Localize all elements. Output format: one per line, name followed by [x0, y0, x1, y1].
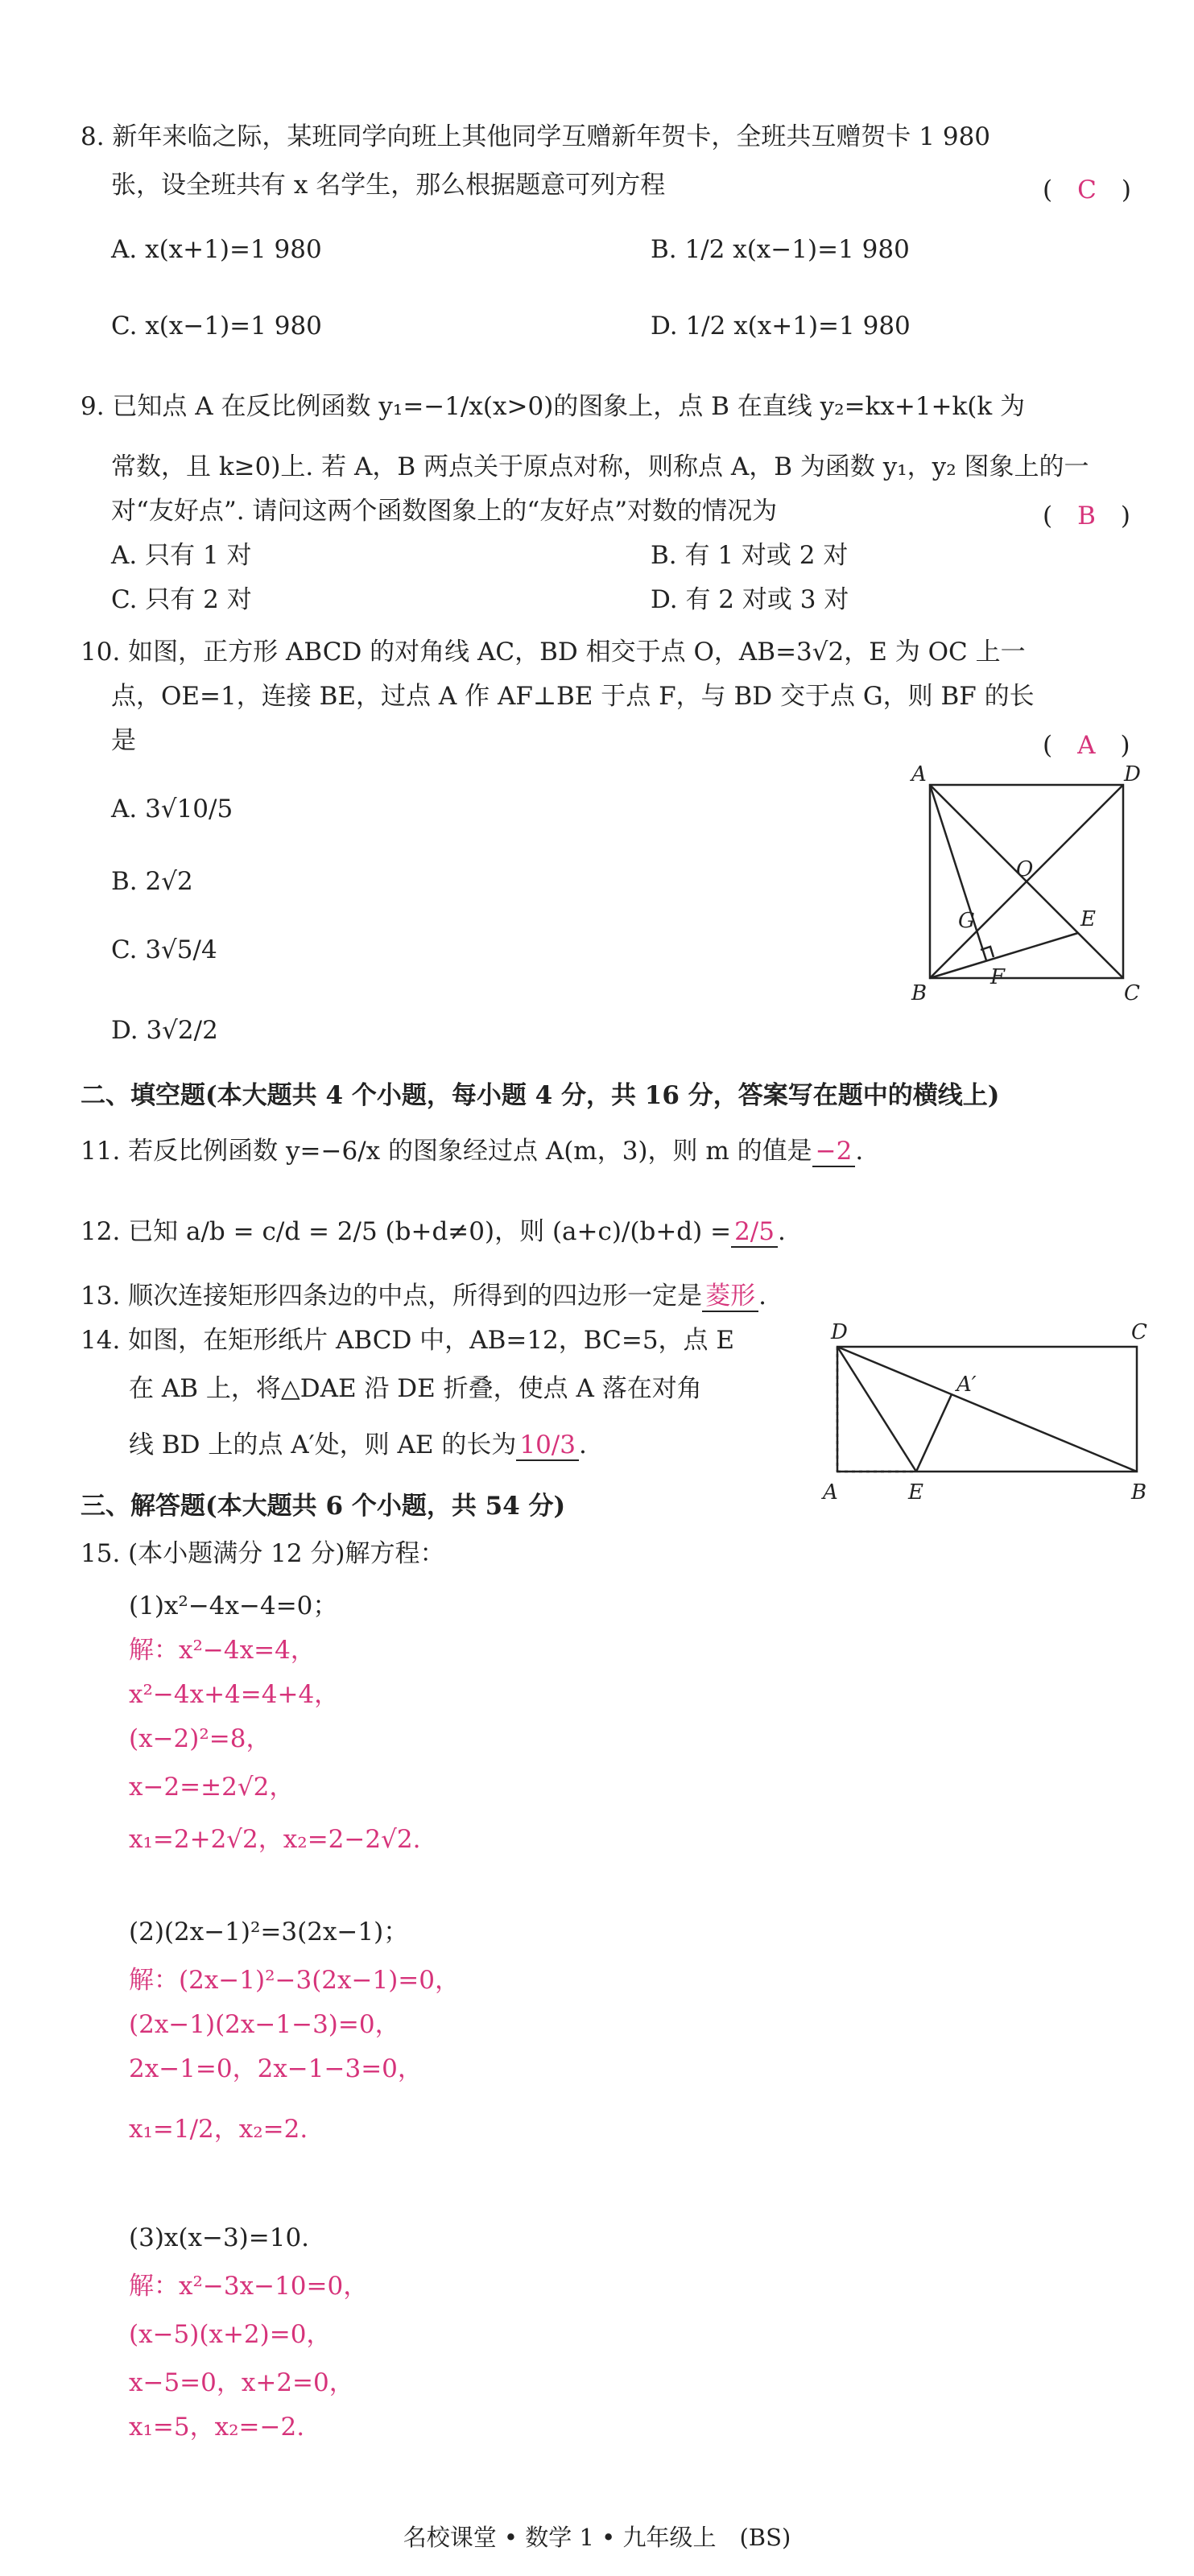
- q11-stem: 11. 若反比例函数 y=−6/x 的图象经过点 A(m，3)，则 m 的值是: [81, 1137, 812, 1166]
- q14-stem-line2: 在 AB 上，将△DAE 沿 DE 折叠，使点 A 落在对角: [129, 1374, 702, 1403]
- q10-label-d: D: [1124, 765, 1141, 786]
- q14-label-c: C: [1131, 1320, 1147, 1344]
- q8-answer-bracket: ( C ): [1043, 175, 1131, 204]
- q10-label-o: O: [1016, 857, 1034, 881]
- q15-p2-step2: (2x−1)(2x−1−3)=0，: [129, 2010, 400, 2039]
- page-footer: 名校课堂 • 数学 1 • 九年级上 (BS): [403, 2524, 791, 2551]
- q8-option-a: A. x(x+1)=1 980: [111, 235, 322, 264]
- q15-p1-step2: x²−4x+4=4+4，: [129, 1680, 340, 1709]
- q9-answer: B: [1077, 502, 1096, 530]
- q9-option-a: A. 只有 1 对: [111, 541, 252, 570]
- q9-option-c: C. 只有 2 对: [111, 585, 252, 614]
- q15-p1-step4: x−2=±2√2，: [129, 1773, 295, 1802]
- q12-line: [81, 1216, 786, 1248]
- q10-stem-line3: 是: [111, 726, 136, 755]
- q11-answer: −2: [812, 1137, 856, 1167]
- q15-p2-step3: 2x−1=0，2x−1−3=0，: [129, 2054, 423, 2083]
- q15-p1-step5: x₁=2+2√2，x₂=2−2√2.: [129, 1825, 421, 1854]
- q15-title: 15. (本小题满分 12 分)解方程：: [81, 1539, 445, 1568]
- q10-option-c: C. 3√5/4: [111, 935, 217, 964]
- q14-stem-line1: 14. 如图，在矩形纸片 ABCD 中，AB=12，BC=5，点 E: [81, 1326, 735, 1355]
- q15-part2: (2)(2x−1)²=3(2x−1)；: [129, 1918, 409, 1946]
- q8-stem-line1: 8. 新年来临之际，某班同学向班上其他同学互赠新年贺卡，全班共互赠贺卡 1 980: [81, 122, 991, 151]
- q10-label-e: E: [1080, 907, 1096, 931]
- q12-stem: 12. 已知 a/b = c/d = 2/5 (b+d≠0)，则 (a+c)/(b+d) =: [81, 1217, 732, 1246]
- q9-option-b: B. 有 1 对或 2 对: [651, 541, 849, 570]
- q10-answer-bracket: ( A ): [1043, 731, 1130, 760]
- q10-answer: A: [1077, 731, 1096, 760]
- q10-stem-line1: 10. 如图，正方形 ABCD 的对角线 AC，BD 相交于点 O，AB=3√2，E 为 OC 上一: [81, 638, 1026, 667]
- q10-option-d: D. 3√2/2: [111, 1016, 218, 1045]
- q8-answer: C: [1077, 175, 1097, 204]
- q14-line3: [129, 1429, 587, 1461]
- q14-label-a: A: [823, 1480, 838, 1505]
- q14-label-d: D: [831, 1320, 848, 1344]
- q14-label-b: B: [1131, 1480, 1147, 1505]
- q9-stem-line1: 9. 已知点 A 在反比例函数 y₁=−1/x(x>0)的图象上，点 B 在直线 y₂=kx+1+k(k 为: [81, 392, 1026, 421]
- section-fill-in-heading: 二、填空题(本大题共 4 个小题，每小题 4 分，共 16 分，答案写在题中的横线上): [81, 1081, 1000, 1110]
- q10-label-b: B: [911, 981, 928, 1005]
- q9-answer-bracket: ( B ): [1043, 502, 1130, 530]
- section-solve-heading: 三、解答题(本大题共 6 个小题，共 54 分): [81, 1492, 566, 1521]
- q10-square-figure: [910, 765, 1143, 1022]
- q13-stem: 13. 顺次连接矩形四条边的中点，所得到的四边形一定是: [81, 1282, 703, 1311]
- q9-stem-line2: 常数，且 k≥0)上. 若 A，B 两点关于原点对称，则称点 A，B 为函数 y₁，y₂ 图象上的一: [111, 452, 1089, 481]
- q12-end: .: [777, 1217, 786, 1246]
- q11-line: [81, 1135, 863, 1167]
- q10-label-f: F: [990, 965, 1006, 989]
- q9-option-d: D. 有 2 对或 3 对: [651, 585, 849, 614]
- q15-part1: (1)x²−4x−4=0；: [129, 1591, 338, 1620]
- q15-p2-step4: x₁=1/2，x₂=2.: [129, 2115, 308, 2144]
- q14-rectangle-figure: [813, 1308, 1151, 1509]
- q14-answer: 10/3: [516, 1430, 579, 1461]
- q8-option-c: C. x(x−1)=1 980: [111, 312, 322, 341]
- q8-option-b: B. 1/2 x(x−1)=1 980: [651, 235, 910, 264]
- q10-label-g: G: [958, 909, 975, 933]
- q10-label-a: A: [911, 765, 927, 786]
- q12-answer: 2/5: [731, 1217, 778, 1248]
- q14-stem-line3: 线 BD 上的点 A′处，则 AE 的长为: [129, 1430, 517, 1459]
- q14-label-e: E: [908, 1480, 923, 1505]
- q13-answer: 菱形: [702, 1282, 758, 1312]
- q15-p3-step3: x−5=0，x+2=0，: [129, 2368, 354, 2397]
- q15-p3-step4: x₁=5，x₂=−2.: [129, 2413, 305, 2442]
- q8-stem-line2: 张，设全班共有 x 名学生，那么根据题意可列方程: [111, 171, 666, 200]
- q14-label-a-prime: A′: [956, 1373, 977, 1397]
- q15-p3-step1: 解：x²−3x−10=0，: [129, 2272, 369, 2301]
- q9-stem-line3: 对“友好点”. 请问这两个函数图象上的“友好点”对数的情况为: [111, 497, 778, 526]
- q15-part3: (3)x(x−3)=10.: [129, 2223, 310, 2252]
- q15-p2-step1: 解：(2x−1)²−3(2x−1)=0，: [129, 1966, 461, 1995]
- q11-end: .: [855, 1137, 864, 1166]
- q10-stem-line2: 点，OE=1，连接 BE，过点 A 作 AF⊥BE 于点 F，与 BD 交于点 G，则 BF 的长: [111, 682, 1035, 711]
- q15-p3-step2: (x−5)(x+2)=0，: [129, 2320, 332, 2349]
- q10-option-a: A. 3√10/5: [111, 795, 233, 824]
- q15-p1-step3: (x−2)²=8，: [129, 1724, 271, 1753]
- q14-end: .: [578, 1430, 587, 1459]
- q13-end: .: [758, 1282, 767, 1311]
- q13-line: [81, 1280, 766, 1312]
- q15-p1-step1: 解：x²−4x=4，: [129, 1636, 316, 1665]
- q10-option-b: B. 2√2: [111, 867, 193, 896]
- q10-label-c: C: [1124, 981, 1140, 1005]
- q8-option-d: D. 1/2 x(x+1)=1 980: [651, 312, 911, 341]
